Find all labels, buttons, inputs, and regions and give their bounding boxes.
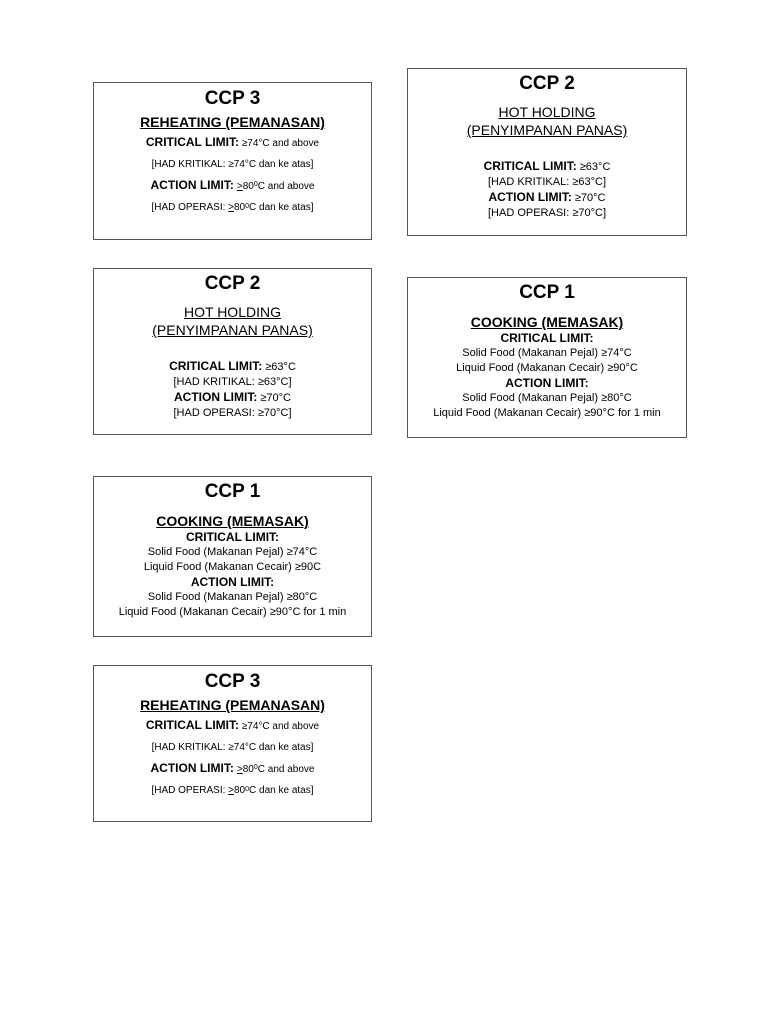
had-kritikal-line: [HAD KRITIKAL: ≥74°C dan ke atas]: [151, 742, 314, 753]
critical-limit-label: CRITICAL LIMIT:: [483, 159, 577, 173]
action-limit-suffix: C and above: [257, 181, 315, 192]
critical-liquid-line: Liquid Food (Makanan Cecair) ≥90C: [143, 561, 322, 573]
action-limit-line: [94, 761, 371, 777]
action-limit-temp: 80: [242, 181, 254, 192]
card-title: CCP 2: [204, 273, 261, 294]
action-limit-value: ≥70°C: [571, 192, 606, 204]
action-limit-line: [408, 190, 686, 206]
critical-limit-label: CRITICAL LIMIT:: [500, 331, 594, 345]
had-operasi-line: [94, 783, 371, 798]
had-operasi-line: [HAD OPERASI: ≥70°C]: [487, 207, 607, 219]
card-title: CCP 1: [519, 282, 575, 303]
card-subtitle: COOKING (MEMASAK): [470, 314, 624, 330]
degree-superscript: 0: [245, 786, 250, 793]
action-limit-label: ACTION LIMIT:: [174, 390, 258, 404]
degree-superscript: 0: [253, 181, 258, 188]
ge-symbol: >: [228, 202, 234, 213]
ccp3-card-top: [93, 82, 372, 240]
had-operasi-line: [HAD OPERASI: ≥70°C]: [173, 407, 292, 419]
critical-limit-label: CRITICAL LIMIT:: [169, 359, 263, 373]
action-limit-label: ACTION LIMIT:: [150, 178, 234, 192]
ge-symbol: >: [236, 764, 243, 775]
ccp2-card-mid: [93, 268, 372, 435]
critical-limit-line: [94, 718, 371, 734]
action-limit-temp: 80: [242, 764, 254, 775]
had-kritikal-line: [HAD KRITIKAL: ≥74°C dan ke atas]: [151, 159, 314, 170]
action-limit-label: ACTION LIMIT:: [488, 190, 572, 204]
card-title: CCP 1: [204, 481, 261, 502]
ccp1-card-left: [93, 476, 372, 637]
critical-limit-line: [408, 159, 686, 175]
card-subtitle: REHEATING (PEMANASAN): [140, 114, 325, 130]
action-limit-value: ≥70°C: [257, 392, 291, 404]
action-liquid-line: Liquid Food (Makanan Cecair) ≥90°C for 1 min: [433, 407, 661, 419]
critical-solid-line: Solid Food (Makanan Pejal) ≥74°C: [147, 546, 318, 558]
ccp1-card-right: [407, 277, 687, 438]
action-limit-label: ACTION LIMIT:: [190, 575, 275, 589]
had-operasi-temp: 80: [234, 202, 246, 213]
action-liquid-line: Liquid Food (Makanan Cecair) ≥90°C for 1 min: [118, 606, 347, 618]
action-solid-line: Solid Food (Makanan Pejal) ≥80°C: [462, 392, 632, 404]
had-operasi-suffix: C dan ke atas]: [249, 202, 314, 213]
critical-limit-value: ≥74°C and above: [239, 721, 320, 732]
critical-limit-value: ≥74°C and above: [239, 138, 320, 149]
had-operasi-line: [94, 200, 371, 215]
card-subtitle: HOT HOLDING: [498, 104, 596, 120]
card-subtitle: HOT HOLDING: [184, 304, 281, 320]
degree-superscript: 0: [253, 764, 258, 771]
ccp2-card-top: [407, 68, 687, 236]
action-limit-label: ACTION LIMIT:: [150, 761, 234, 775]
had-operasi-prefix: [HAD OPERASI:: [151, 202, 229, 213]
degree-superscript: 0: [245, 203, 250, 210]
action-limit-label: ACTION LIMIT:: [505, 376, 589, 390]
had-kritikal-line: [HAD KRITIKAL: ≥63°C]: [173, 376, 292, 388]
card-subtitle-2: (PENYIMPANAN PANAS): [152, 322, 313, 338]
card-subtitle: COOKING (MEMASAK): [156, 513, 309, 529]
had-operasi-prefix: [HAD OPERASI:: [151, 785, 229, 796]
action-limit-suffix: C and above: [257, 764, 315, 775]
card-subtitle: REHEATING (PEMANASAN): [140, 697, 325, 713]
critical-limit-line: [94, 359, 371, 375]
critical-limit-value: ≥63°C: [262, 361, 296, 373]
action-solid-line: Solid Food (Makanan Pejal) ≥80°C: [147, 591, 318, 603]
card-subtitle-2: (PENYIMPANAN PANAS): [466, 122, 628, 138]
critical-limit-label: CRITICAL LIMIT:: [145, 718, 239, 732]
critical-limit-line: [94, 135, 371, 151]
card-title: CCP 3: [204, 671, 261, 692]
ccp3-card-bottom: [93, 665, 372, 822]
critical-liquid-line: Liquid Food (Makanan Cecair) ≥90°C: [456, 362, 638, 374]
critical-solid-line: Solid Food (Makanan Pejal) ≥74°C: [462, 347, 632, 359]
action-limit-line: [94, 390, 371, 406]
action-limit-line: [94, 178, 371, 194]
critical-limit-label: CRITICAL LIMIT:: [145, 135, 239, 149]
critical-limit-value: ≥63°C: [576, 161, 611, 173]
card-title: CCP 2: [519, 73, 575, 94]
had-kritikal-line: [HAD KRITIKAL: ≥63°C]: [487, 176, 607, 188]
had-operasi-suffix: C dan ke atas]: [249, 785, 314, 796]
critical-limit-label: CRITICAL LIMIT:: [185, 530, 280, 544]
card-title: CCP 3: [204, 88, 261, 109]
ge-symbol: >: [236, 181, 243, 192]
had-operasi-temp: 80: [234, 785, 246, 796]
ge-symbol: >: [228, 785, 234, 796]
